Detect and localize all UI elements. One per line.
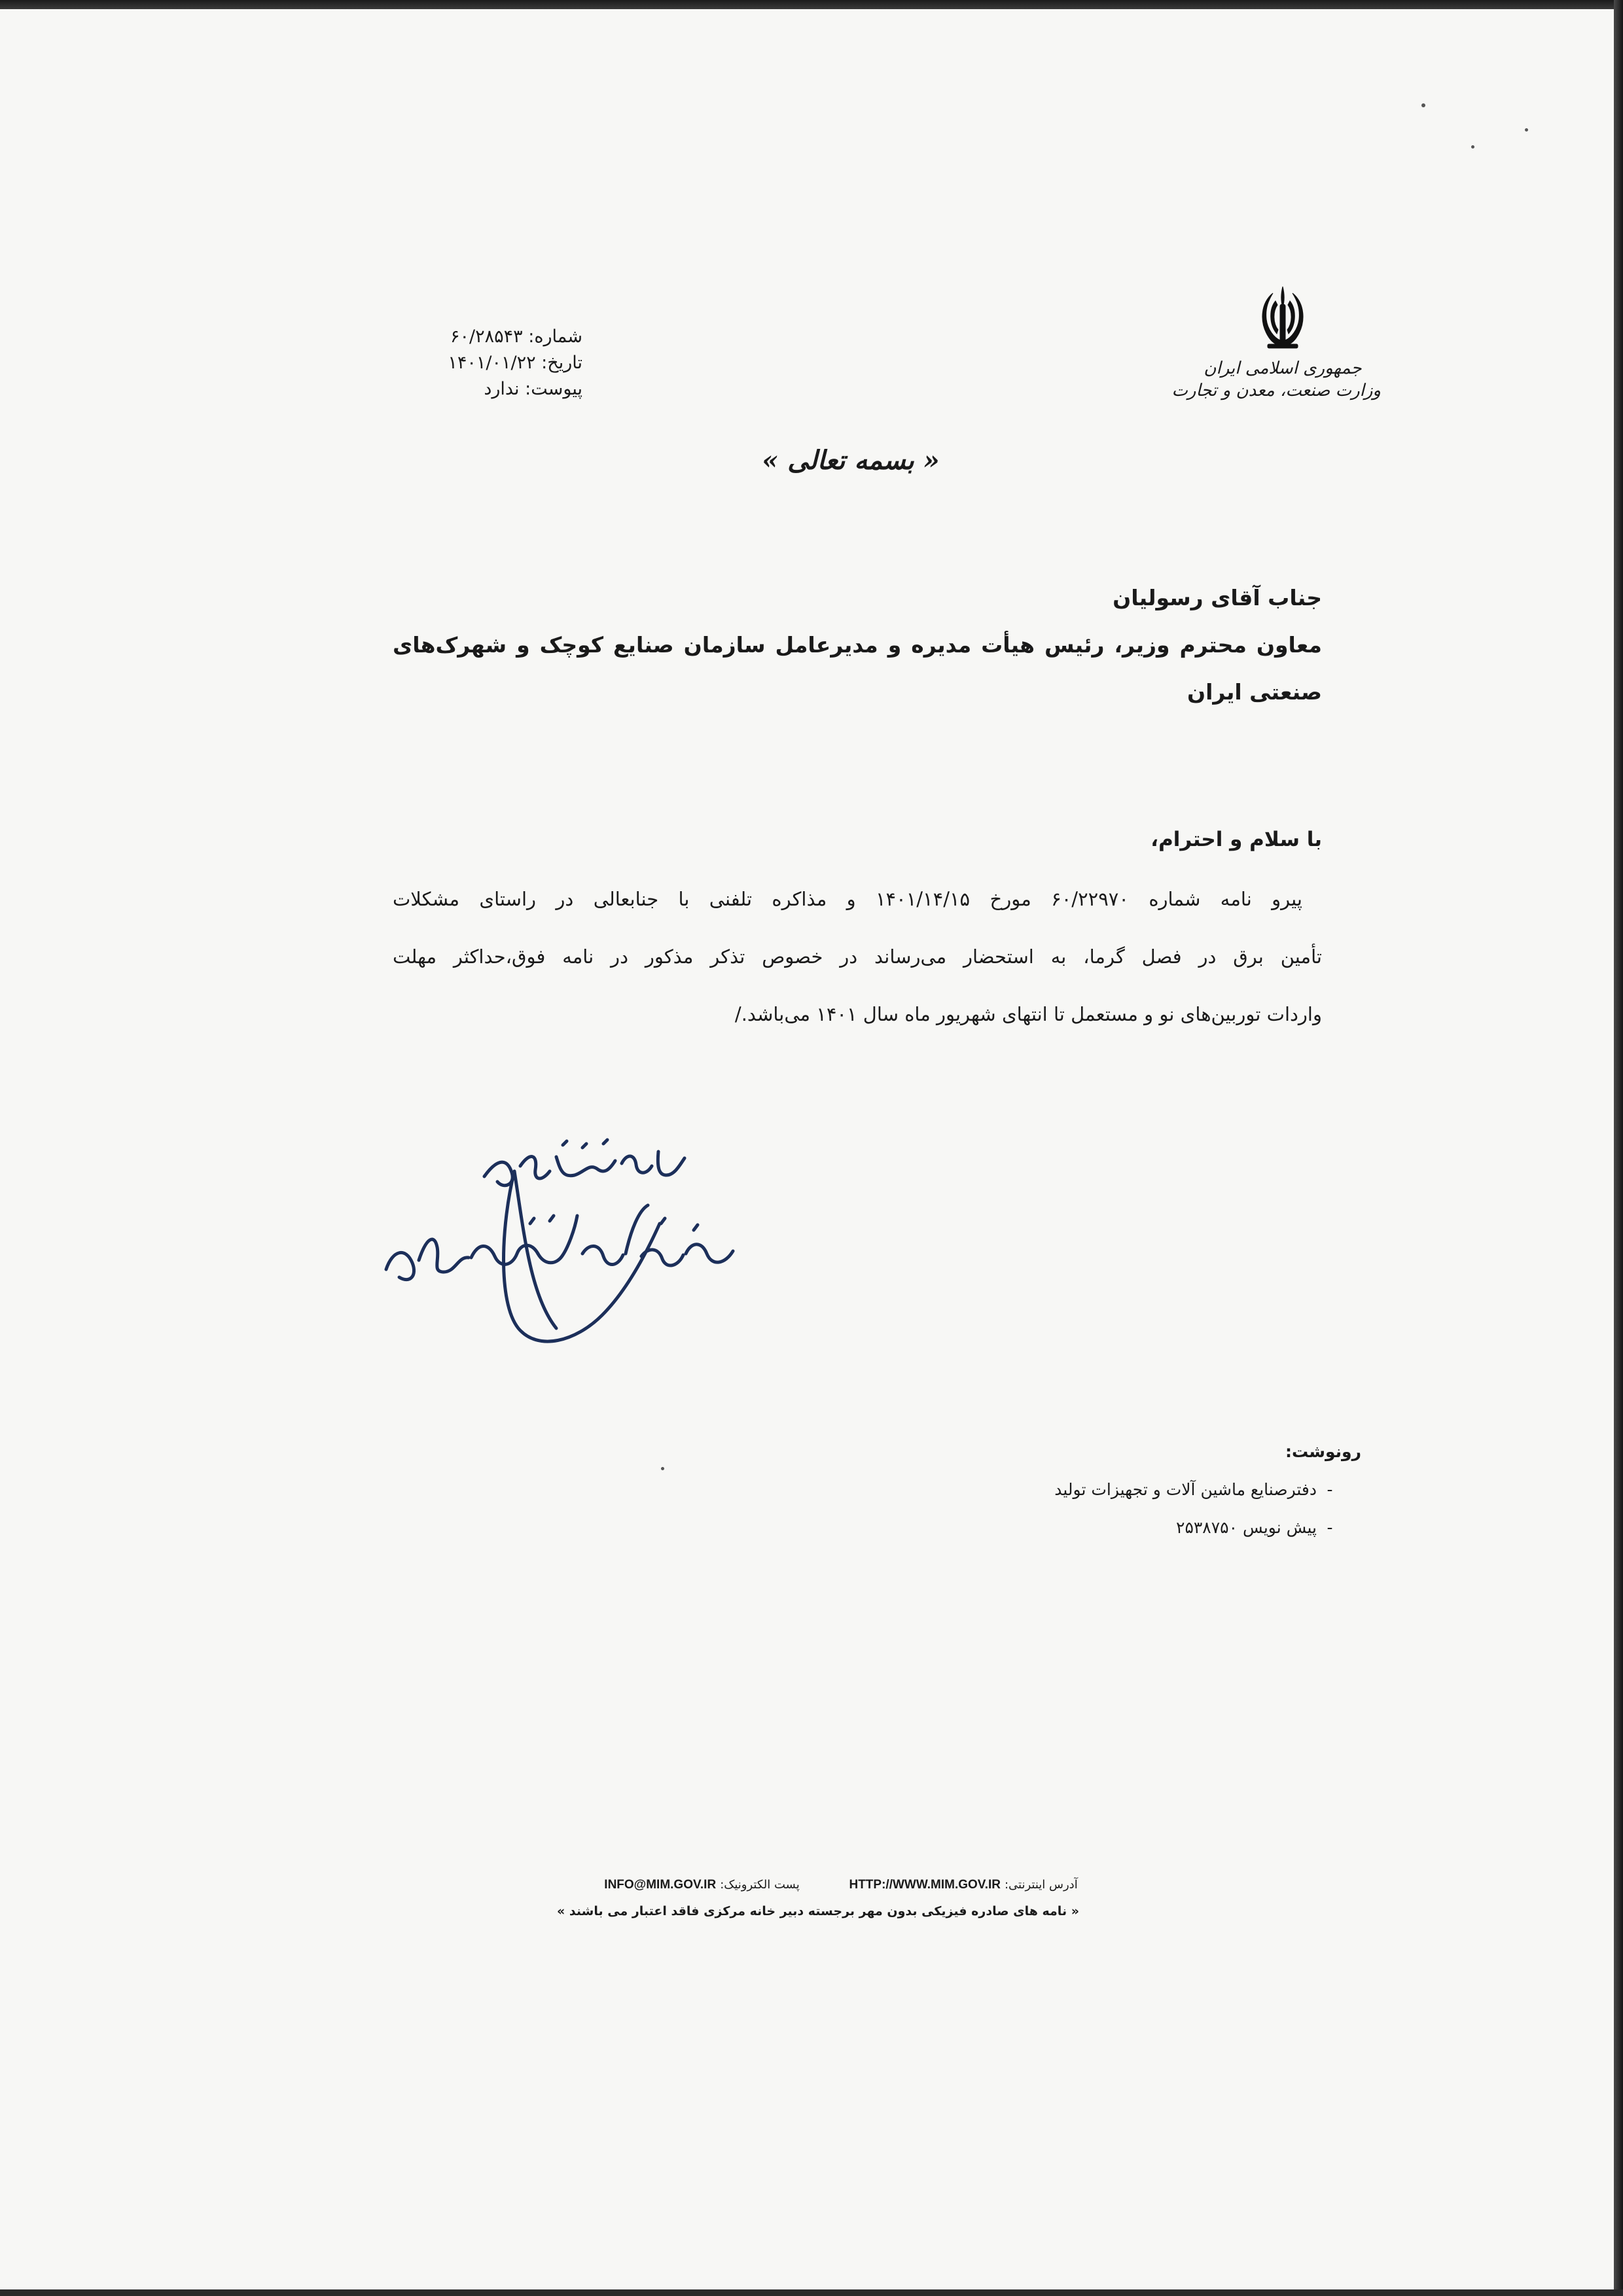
besmeh-heading: « بسمه تعالی » (762, 445, 940, 476)
cc-item: -پیش نویس ۲۵۳۸۷۵۰ (1176, 1518, 1333, 1537)
footer-address-label: آدرس اینترنتی: (1004, 1878, 1078, 1892)
footer-contact (458, 1878, 1178, 1892)
scan-speck (1525, 128, 1528, 132)
footer-address-value: HTTP://WWW.MIM.GOV.IR (849, 1878, 1001, 1892)
footer-email-label: پست الکترونیک: (720, 1878, 800, 1892)
cc-item: -دفترصنایع ماشین آلات و تجهیزات تولید (1054, 1480, 1333, 1499)
cc-item-label: دفترصنایع ماشین آلات و تجهیزات تولید (1054, 1480, 1317, 1499)
scan-edge-right (1614, 0, 1623, 2296)
footer-notice: « نامه های صادره فیزیکی بدون مهر برجسته دبیر خانه مرکزی فاقد اعتبار می باشند » (557, 1904, 1079, 1918)
addressee-title-line1: معاون محترم وزیر، رئیس هیأت مدیره و مدیرعامل سازمان صنایع کوچک و شهرک‌های (393, 632, 1322, 658)
letter-meta (366, 324, 582, 402)
letter-body (393, 870, 1322, 1043)
greeting: با سلام و احترام، (1150, 828, 1322, 851)
handwritten-signature (366, 1132, 759, 1368)
letterhead-ministry: وزارت صنعت، معدن و تجارت (1171, 381, 1381, 400)
letterhead (1171, 281, 1381, 425)
scan-speck (1471, 145, 1474, 149)
cc-block (903, 1433, 1361, 1547)
footer-email-value: INFO@MIM.GOV.IR (604, 1878, 717, 1892)
body-line-3: واردات توربین‌های نو و مستعمل تا انتهای شهریور ماه سال ۱۴۰۱ می‌باشد./ (734, 1003, 1322, 1025)
body-line-1: پیرو نامه شماره ۶۰/۲۲۹۷۰ مورخ ۱۴۰۱/۱۴/۱۵ و مذاکره تلفنی با جنابعالی در راستای مشکلات (393, 888, 1302, 910)
scan-speck (661, 1467, 664, 1470)
scan-speck (1421, 103, 1425, 107)
cc-item-label: پیش نویس ۲۵۳۸۷۵۰ (1176, 1518, 1317, 1537)
footer (458, 1878, 1178, 1918)
addressee (393, 574, 1322, 716)
addressee-name: جناب آقای رسولیان (1113, 585, 1322, 610)
letter-attachment: پیوست: ندارد (484, 379, 582, 399)
scan-edge-bottom (0, 2289, 1623, 2296)
addressee-title-line2: صنعتی ایران (1186, 679, 1322, 705)
cc-title: رونوشت: (1285, 1442, 1361, 1461)
letter-date: تاریخ: ۱۴۰۱/۰۱/۲۲ (448, 353, 582, 373)
scan-edge-top (0, 0, 1623, 9)
letterhead-country: جمهوری اسلامی ایران (1204, 359, 1362, 378)
letter-number: شماره: ۶۰/۲۸۵۴۳ (450, 327, 582, 347)
body-line-2: تأمین برق در فصل گرما، به استحضار می‌رساند در خصوص تذکر مذکور در نامه فوق،حداکثر مهلت (393, 945, 1322, 968)
iran-emblem-icon (1247, 281, 1319, 353)
